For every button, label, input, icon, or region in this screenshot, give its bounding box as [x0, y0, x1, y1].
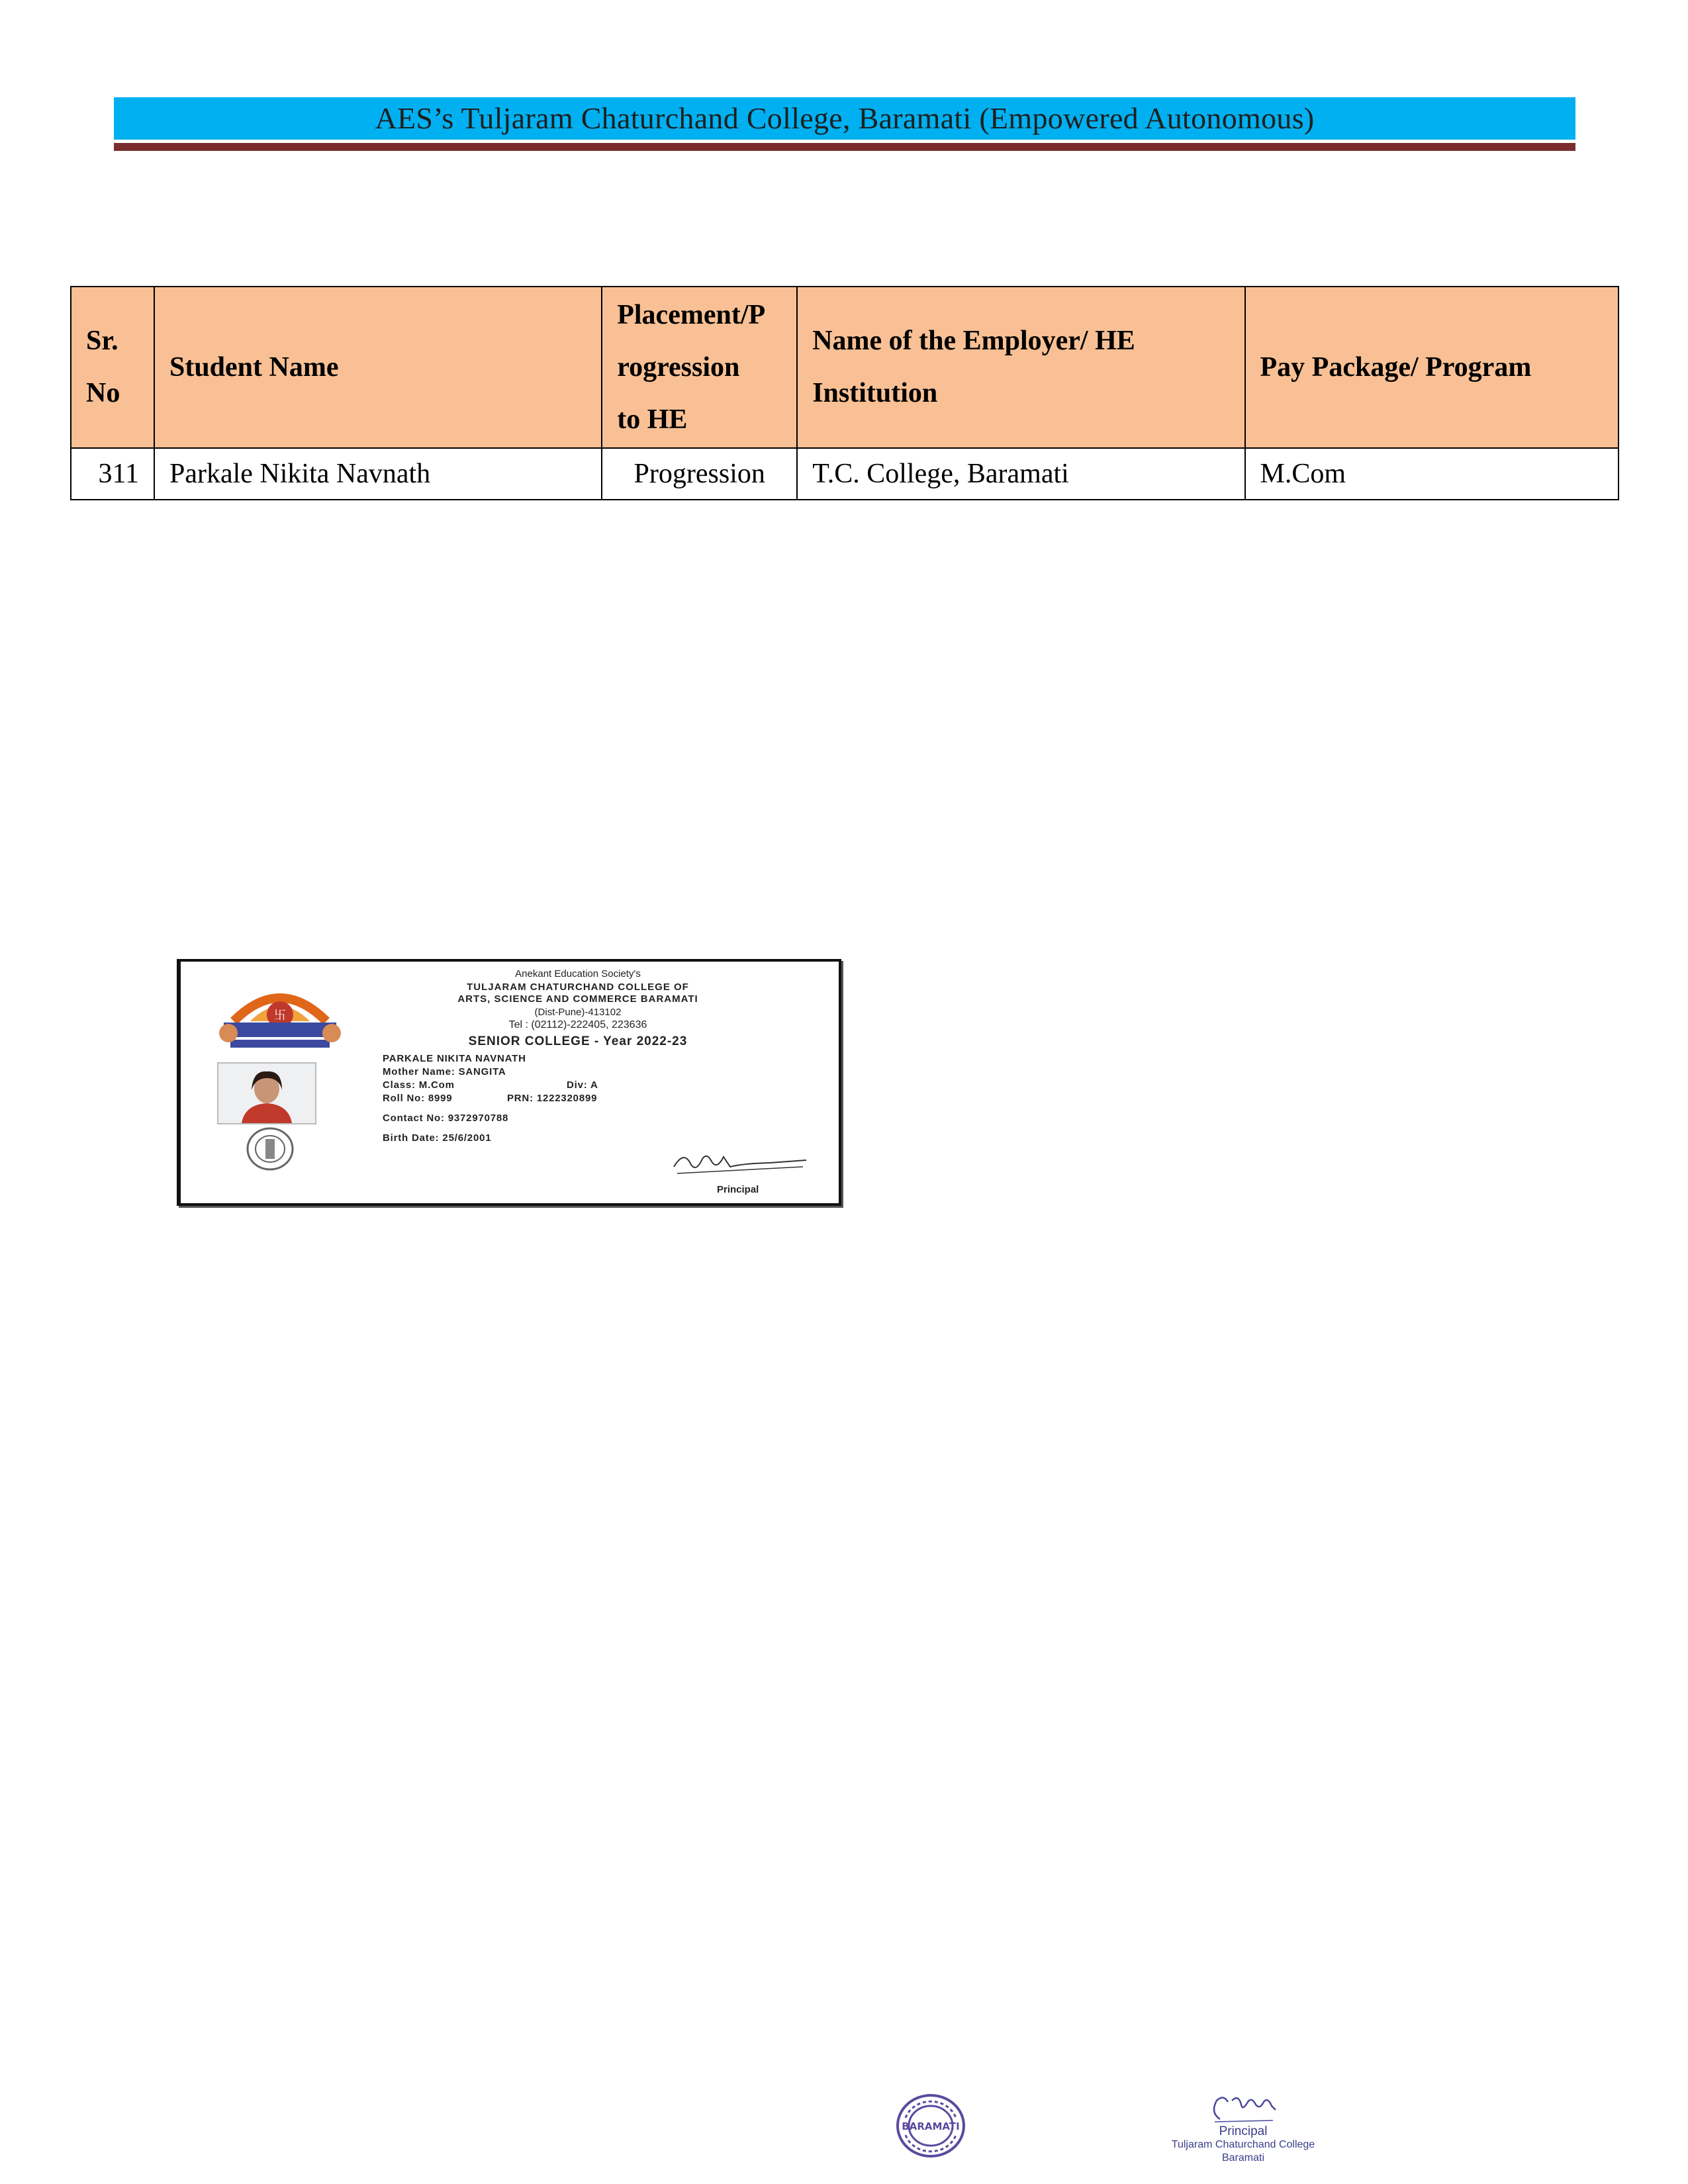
cell-sr-no: 311 [71, 448, 154, 500]
card-college-line2: ARTS, SCIENCE AND COMMERCE BARAMATI [457, 993, 698, 1005]
principal-handwritten-signature-icon [1207, 2093, 1280, 2124]
card-principal-label: Principal [717, 1184, 759, 1195]
card-student-name: PARKALE NIKITA NAVNATH [383, 1053, 526, 1064]
card-mother-name: Mother Name: SANGITA [383, 1066, 506, 1077]
card-college-line1: TULJARAM CHATURCHAND COLLEGE OF [467, 981, 689, 993]
svg-text:卐: 卐 [274, 1009, 286, 1023]
column-header-student-name: Student Name [154, 287, 602, 448]
column-header-sr-no: Sr. No [71, 287, 154, 448]
table-header-row [71, 287, 1618, 448]
card-class: Class: M.Com [383, 1079, 455, 1091]
signature-org: Tuljaram Chaturchand College [1171, 2139, 1315, 2150]
card-contact: Contact No: 9372970788 [383, 1113, 509, 1124]
card-society: Anekant Education Society's [515, 968, 641, 979]
header-banner [114, 97, 1575, 140]
cell-employer: T.C. College, Baramati [797, 448, 1244, 500]
signature-title: Principal [1219, 2124, 1268, 2138]
cell-placement-status: Progression [602, 448, 797, 500]
college-seal-icon [246, 1126, 295, 1172]
card-division: Div: A [567, 1079, 598, 1091]
placement-table [70, 286, 1619, 500]
principal-signature-icon [671, 1147, 813, 1180]
college-emblem-icon [214, 981, 346, 1054]
card-prn: PRN: 1222320899 [507, 1093, 598, 1104]
card-telephone: Tel : (02112)-222405, 223636 [508, 1019, 647, 1030]
cell-pay-package: M.Com [1245, 448, 1618, 500]
card-birth-date: Birth Date: 25/6/2001 [383, 1132, 492, 1144]
page-title: AES’s Tuljaram Chaturchand College, Baramati (Empowered Autonomous) [375, 101, 1315, 135]
seal-city-text: BARAMATI [902, 2120, 960, 2132]
column-header-pay-package: Pay Package/ Program [1245, 287, 1618, 448]
signature-city: Baramati [1221, 2152, 1265, 2163]
card-session: SENIOR COLLEGE - Year 2022-23 [468, 1034, 688, 1048]
principal-signature-block [1157, 2093, 1329, 2172]
student-id-card [177, 959, 841, 1206]
table-row [71, 448, 1618, 500]
student-photo [217, 1062, 316, 1124]
card-district: (Dist-Pune)-413102 [534, 1007, 622, 1018]
header-divider [114, 143, 1575, 151]
card-roll-no: Roll No: 8999 [383, 1093, 453, 1104]
column-header-placement-progression: Placement/P rogression to HE [602, 287, 797, 448]
column-header-employer: Name of the Employer/ HE Institution [797, 287, 1244, 448]
cell-student-name: Parkale Nikita Navnath [154, 448, 602, 500]
college-round-seal-icon [894, 2091, 968, 2160]
